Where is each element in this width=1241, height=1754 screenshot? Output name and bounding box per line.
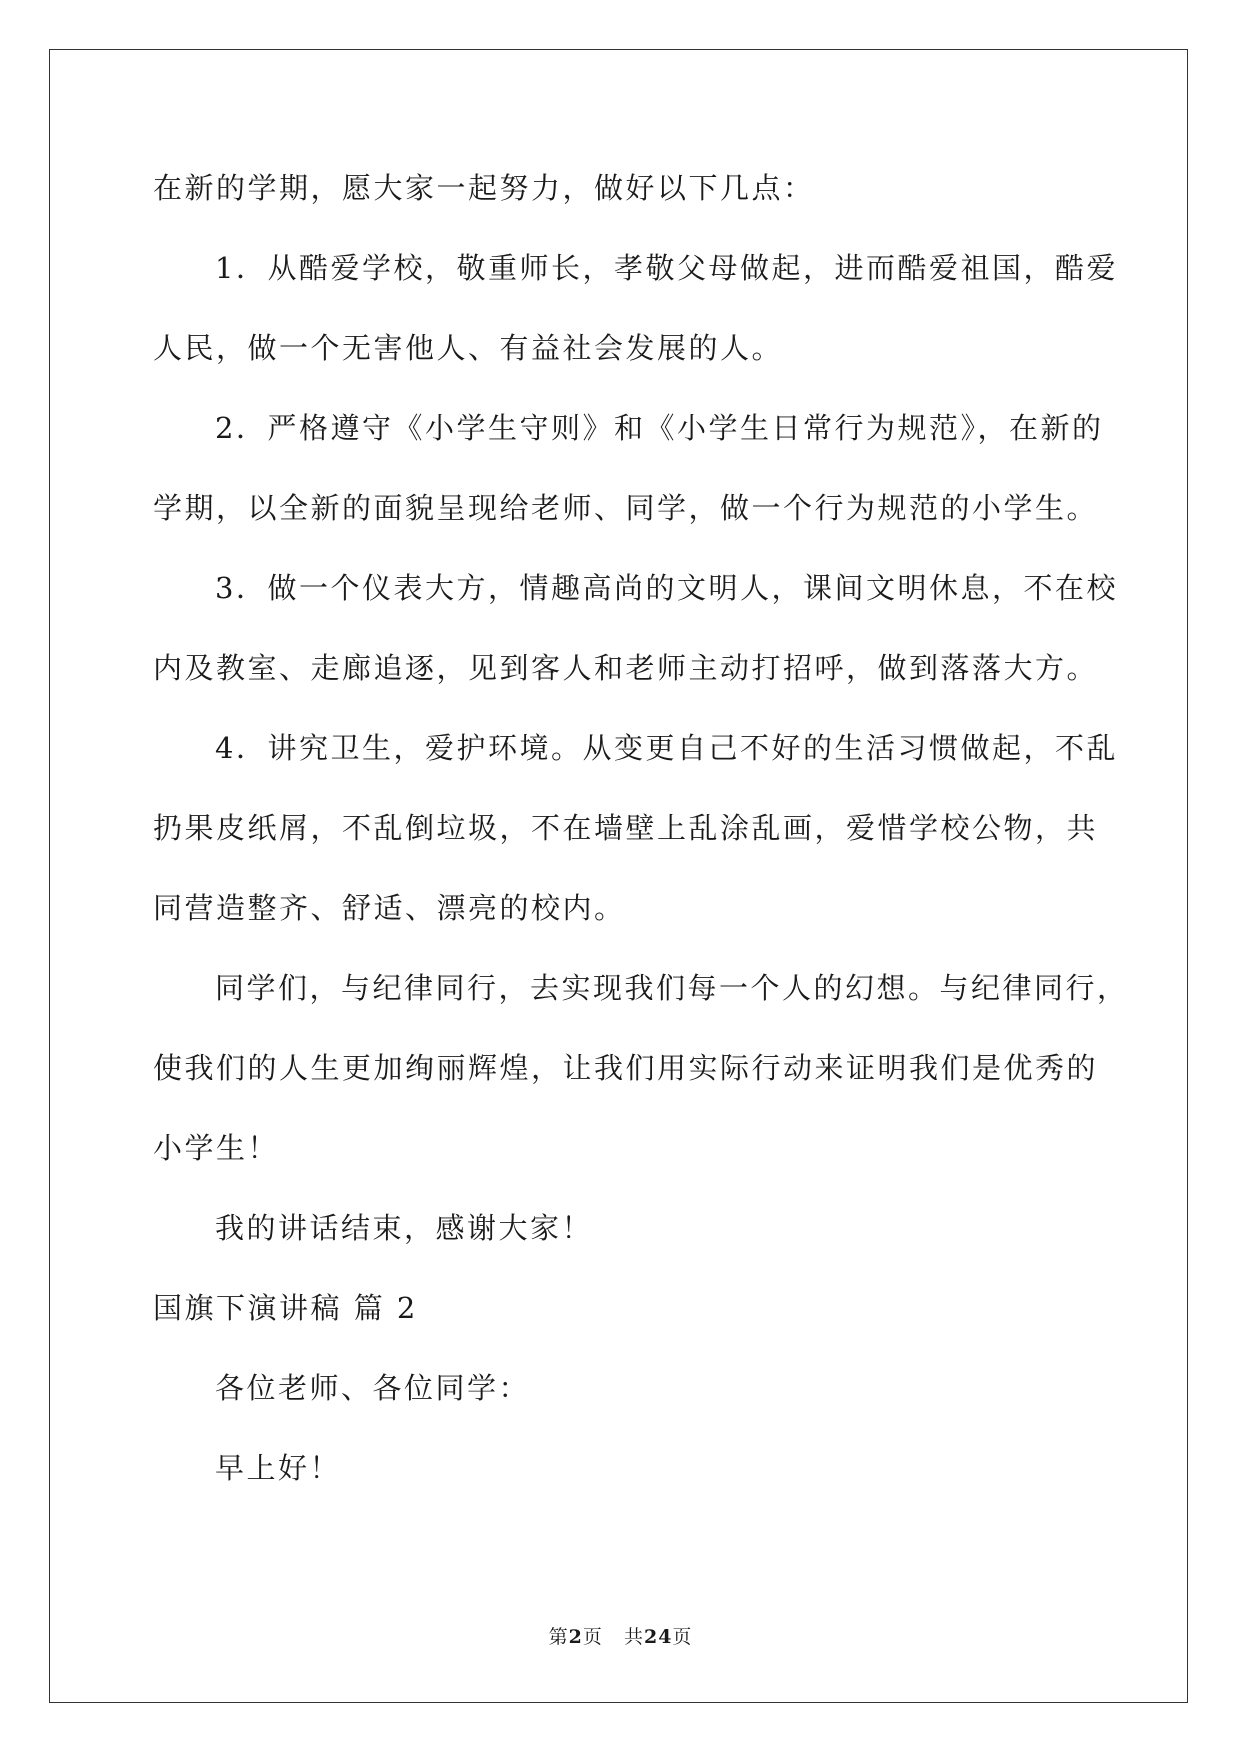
footer-total-pages: 24 <box>643 1626 673 1648</box>
paragraph-line: 同学们，与纪律同行，去实现我们每一个人的幻想。与纪律同行， <box>215 971 1129 1005</box>
paragraph-line: 小学生！ <box>153 1131 280 1165</box>
paragraph-line: 使我们的人生更加绚丽辉煌，让我们用实际行动来证明我们是优秀的 <box>153 1051 1099 1085</box>
greeting: 早上好！ <box>215 1451 342 1485</box>
footer-prefix: 第 <box>548 1626 569 1648</box>
footer-page-suffix: 页 <box>582 1626 603 1648</box>
footer-total-suffix: 页 <box>672 1626 693 1648</box>
list-item-4-line-2: 扔果皮纸屑，不乱倒垃圾，不在墙壁上乱涂乱画，爱惜学校公物，共 <box>153 811 1099 845</box>
text-line: 在新的学期，愿大家一起努力，做好以下几点： <box>153 171 815 205</box>
page-footer <box>0 1625 1241 1649</box>
list-item-3-line-1: 3．做一个仪表大方，情趣高尚的文明人，课间文明休息，不在校 <box>215 571 1118 605</box>
footer-total-prefix: 共 <box>623 1626 644 1648</box>
closing-line: 我的讲话结束，感谢大家！ <box>215 1211 594 1245</box>
section-heading: 国旗下演讲稿 篇 2 <box>153 1291 418 1325</box>
list-item-1-line-1: 1．从酷爱学校，敬重师长，孝敬父母做起，进而酷爱祖国，酷爱 <box>215 251 1118 285</box>
list-item-1-line-2: 人民，做一个无害他人、有益社会发展的人。 <box>153 331 784 365</box>
salutation: 各位老师、各位同学： <box>215 1371 531 1405</box>
list-item-2-line-2: 学期，以全新的面貌呈现给老师、同学，做一个行为规范的小学生。 <box>153 491 1099 525</box>
footer-page-number: 2 <box>568 1626 583 1648</box>
list-item-4-line-3: 同营造整齐、舒适、漂亮的校内。 <box>153 891 626 925</box>
list-item-2-line-1: 2．严格遵守《小学生守则》和《小学生日常行为规范》，在新的 <box>215 411 1104 445</box>
list-item-4-line-1: 4．讲究卫生，爱护环境。从变更自己不好的生活习惯做起，不乱 <box>215 731 1118 765</box>
list-item-3-line-2: 内及教室、走廊追逐，见到客人和老师主动打招呼，做到落落大方。 <box>153 651 1099 685</box>
